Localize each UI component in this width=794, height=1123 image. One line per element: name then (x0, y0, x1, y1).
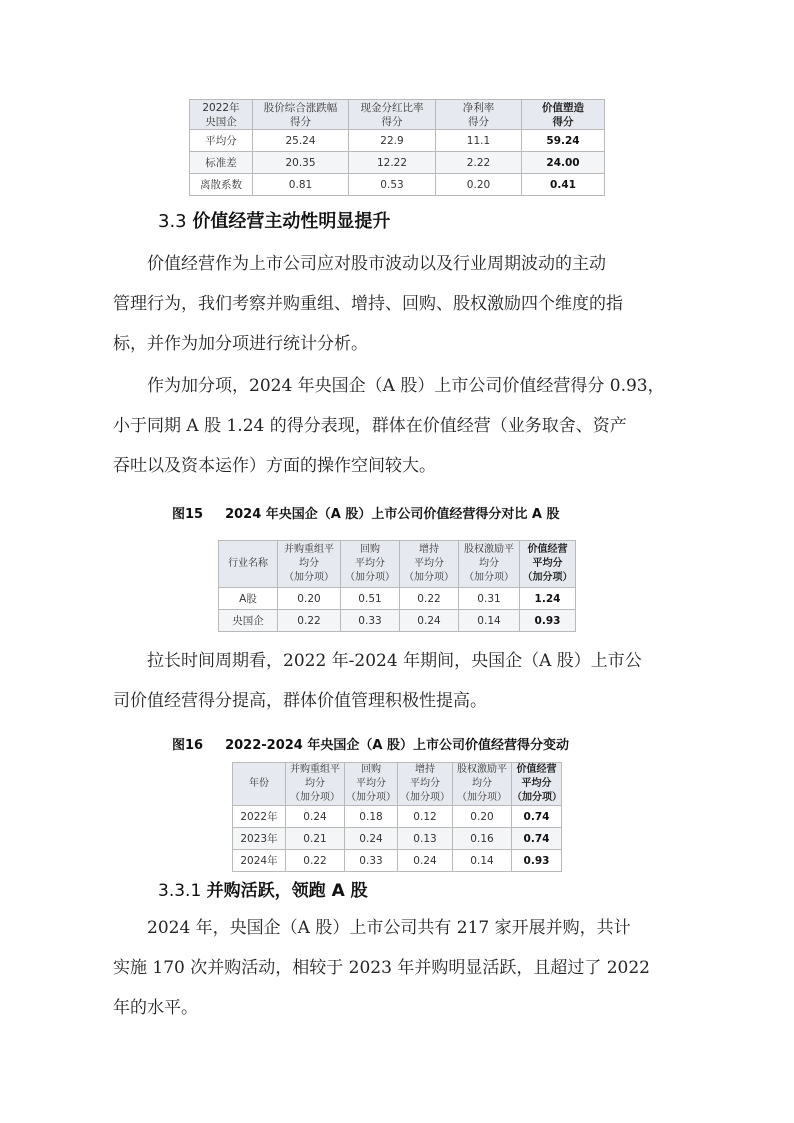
table-header-cell: 净利率 得分 (436, 100, 522, 130)
section-heading-3-3-1 (158, 876, 368, 901)
paragraph-line: 拉长时间周期看，2022 年-2024 年期间，央国企（A 股）上市公 (147, 651, 642, 671)
table-cell: 央国企 (219, 610, 278, 632)
table-cell: 59.24 (522, 130, 605, 152)
table-cell: 2.22 (436, 152, 522, 174)
table-header-row (233, 763, 562, 806)
table-cell: 2024年 (233, 850, 286, 872)
table-cell: 0.74 (512, 806, 562, 828)
table-cell: 0.22 (286, 850, 345, 872)
table-cell: 0.22 (278, 610, 341, 632)
table-cell: 0.21 (286, 828, 345, 850)
paragraph-line: 作为加分项，2024 年央国企（A 股）上市公司价值经营得分 0.93， (147, 376, 665, 396)
table-header-row (219, 541, 576, 588)
table-header-cell: 价值经营 平均分 （加分项） (512, 763, 562, 806)
table-cell: 0.93 (512, 850, 562, 872)
table-header-cell: 回购 平均分 （加分项） (341, 541, 400, 588)
table-row (233, 806, 562, 828)
paragraph-line: 吞吐以及资本运作）方面的操作空间较大。 (113, 456, 436, 476)
table-cell: 平均分 (190, 130, 253, 152)
table-cell: 0.24 (398, 850, 453, 872)
table-cell: 22.9 (349, 130, 436, 152)
figure-number: 图16 (172, 738, 204, 753)
paragraph-line: 司价值经营得分提高，群体价值管理积极性提高。 (113, 691, 487, 711)
table-cell: 0.14 (459, 610, 520, 632)
table-header-cell: 2022年 央国企 (190, 100, 253, 130)
value-management-trend-table (232, 762, 562, 872)
table-row (219, 588, 576, 610)
table-cell: 2023年 (233, 828, 286, 850)
table-cell: 0.22 (400, 588, 459, 610)
table-cell: 0.24 (345, 828, 398, 850)
table-cell: 11.1 (436, 130, 522, 152)
score-table-2022 (189, 99, 605, 196)
table-cell: 0.81 (253, 174, 349, 196)
figure-caption-15 (172, 503, 560, 522)
paragraph-mergers (113, 908, 681, 1028)
section-number: 3.3 (158, 211, 187, 232)
paragraph-line: 管理行为，我们考察并购重组、增持、回购、股权激励四个维度的指 (113, 294, 623, 314)
table-cell: 0.18 (345, 806, 398, 828)
table-header-row (190, 100, 605, 130)
paragraph-line: 价值经营作为上市公司应对股市波动以及行业周期波动的主动 (147, 254, 606, 274)
table-cell: 0.13 (398, 828, 453, 850)
table-header-cell: 增持 平均分 （加分项） (400, 541, 459, 588)
figure-title: 2024 年央国企（A 股）上市公司价值经营得分对比 A 股 (225, 507, 560, 522)
table-header-cell: 价值经营 平均分 （加分项） (520, 541, 576, 588)
table-cell: 0.41 (522, 174, 605, 196)
figure-caption-16 (172, 734, 569, 753)
figure-number: 图15 (172, 507, 204, 522)
table-row (190, 174, 605, 196)
table-cell: 0.24 (286, 806, 345, 828)
table-cell: A股 (219, 588, 278, 610)
paragraph-value-management (113, 244, 681, 364)
table-cell: 0.16 (453, 828, 512, 850)
table-cell: 0.93 (520, 610, 576, 632)
table-cell: 0.33 (345, 850, 398, 872)
table-cell: 0.20 (278, 588, 341, 610)
table-cell: 24.00 (522, 152, 605, 174)
table-header-cell: 并购重组平 均分 （加分项） (278, 541, 341, 588)
table-row (233, 828, 562, 850)
table-cell: 0.33 (341, 610, 400, 632)
figure-title: 2022-2024 年央国企（A 股）上市公司价值经营得分变动 (225, 738, 569, 753)
table-cell: 25.24 (253, 130, 349, 152)
table-row (233, 850, 562, 872)
table-header-cell: 股价综合涨跌幅 得分 (253, 100, 349, 130)
table-row (219, 610, 576, 632)
table-header-cell: 行业名称 (219, 541, 278, 588)
table-cell: 0.20 (436, 174, 522, 196)
table-cell: 0.14 (453, 850, 512, 872)
section-title: 并购活跃，领跑 A 股 (206, 881, 368, 901)
table-cell: 0.51 (341, 588, 400, 610)
table-cell: 离散系数 (190, 174, 253, 196)
table-cell: 0.74 (512, 828, 562, 850)
paragraph-trend (113, 641, 681, 721)
table-cell: 12.22 (349, 152, 436, 174)
table-cell: 标准差 (190, 152, 253, 174)
section-title: 价值经营主动性明显提升 (192, 211, 391, 232)
paragraph-line: 标，并作为加分项进行统计分析。 (113, 334, 368, 354)
table-header-cell: 股权激励平 均分 （加分项） (459, 541, 520, 588)
value-management-compare-table (218, 540, 576, 632)
table-header-cell: 并购重组平 均分 （加分项） (286, 763, 345, 806)
table-header-cell: 增持 平均分 （加分项） (398, 763, 453, 806)
table-cell: 0.12 (398, 806, 453, 828)
table-cell: 0.31 (459, 588, 520, 610)
table-header-cell: 价值塑造 得分 (522, 100, 605, 130)
table-row (190, 130, 605, 152)
table-cell: 20.35 (253, 152, 349, 174)
paragraph-line: 2024 年，央国企（A 股）上市公司共有 217 家开展并购，共计 (147, 918, 631, 938)
table-row (190, 152, 605, 174)
paragraph-line: 年的水平。 (113, 998, 198, 1018)
table-header-cell: 回购 平均分 （加分项） (345, 763, 398, 806)
table-header-cell: 现金分红比率 得分 (349, 100, 436, 130)
table-cell: 0.24 (400, 610, 459, 632)
table-header-cell: 年份 (233, 763, 286, 806)
table-cell: 0.53 (349, 174, 436, 196)
section-heading-3-3 (158, 207, 390, 233)
table-header-cell: 股权激励平 均分 （加分项） (453, 763, 512, 806)
section-number: 3.3.1 (158, 881, 202, 901)
table-cell: 0.20 (453, 806, 512, 828)
paragraph-line: 实施 170 次并购活动，相较于 2023 年并购明显活跃，且超过了 2022 (113, 958, 650, 978)
paragraph-bonus-score (113, 366, 681, 486)
table-cell: 1.24 (520, 588, 576, 610)
paragraph-line: 小于同期 A 股 1.24 的得分表现，群体在价值经营（业务取舍、资产 (113, 416, 627, 436)
table-cell: 2022年 (233, 806, 286, 828)
